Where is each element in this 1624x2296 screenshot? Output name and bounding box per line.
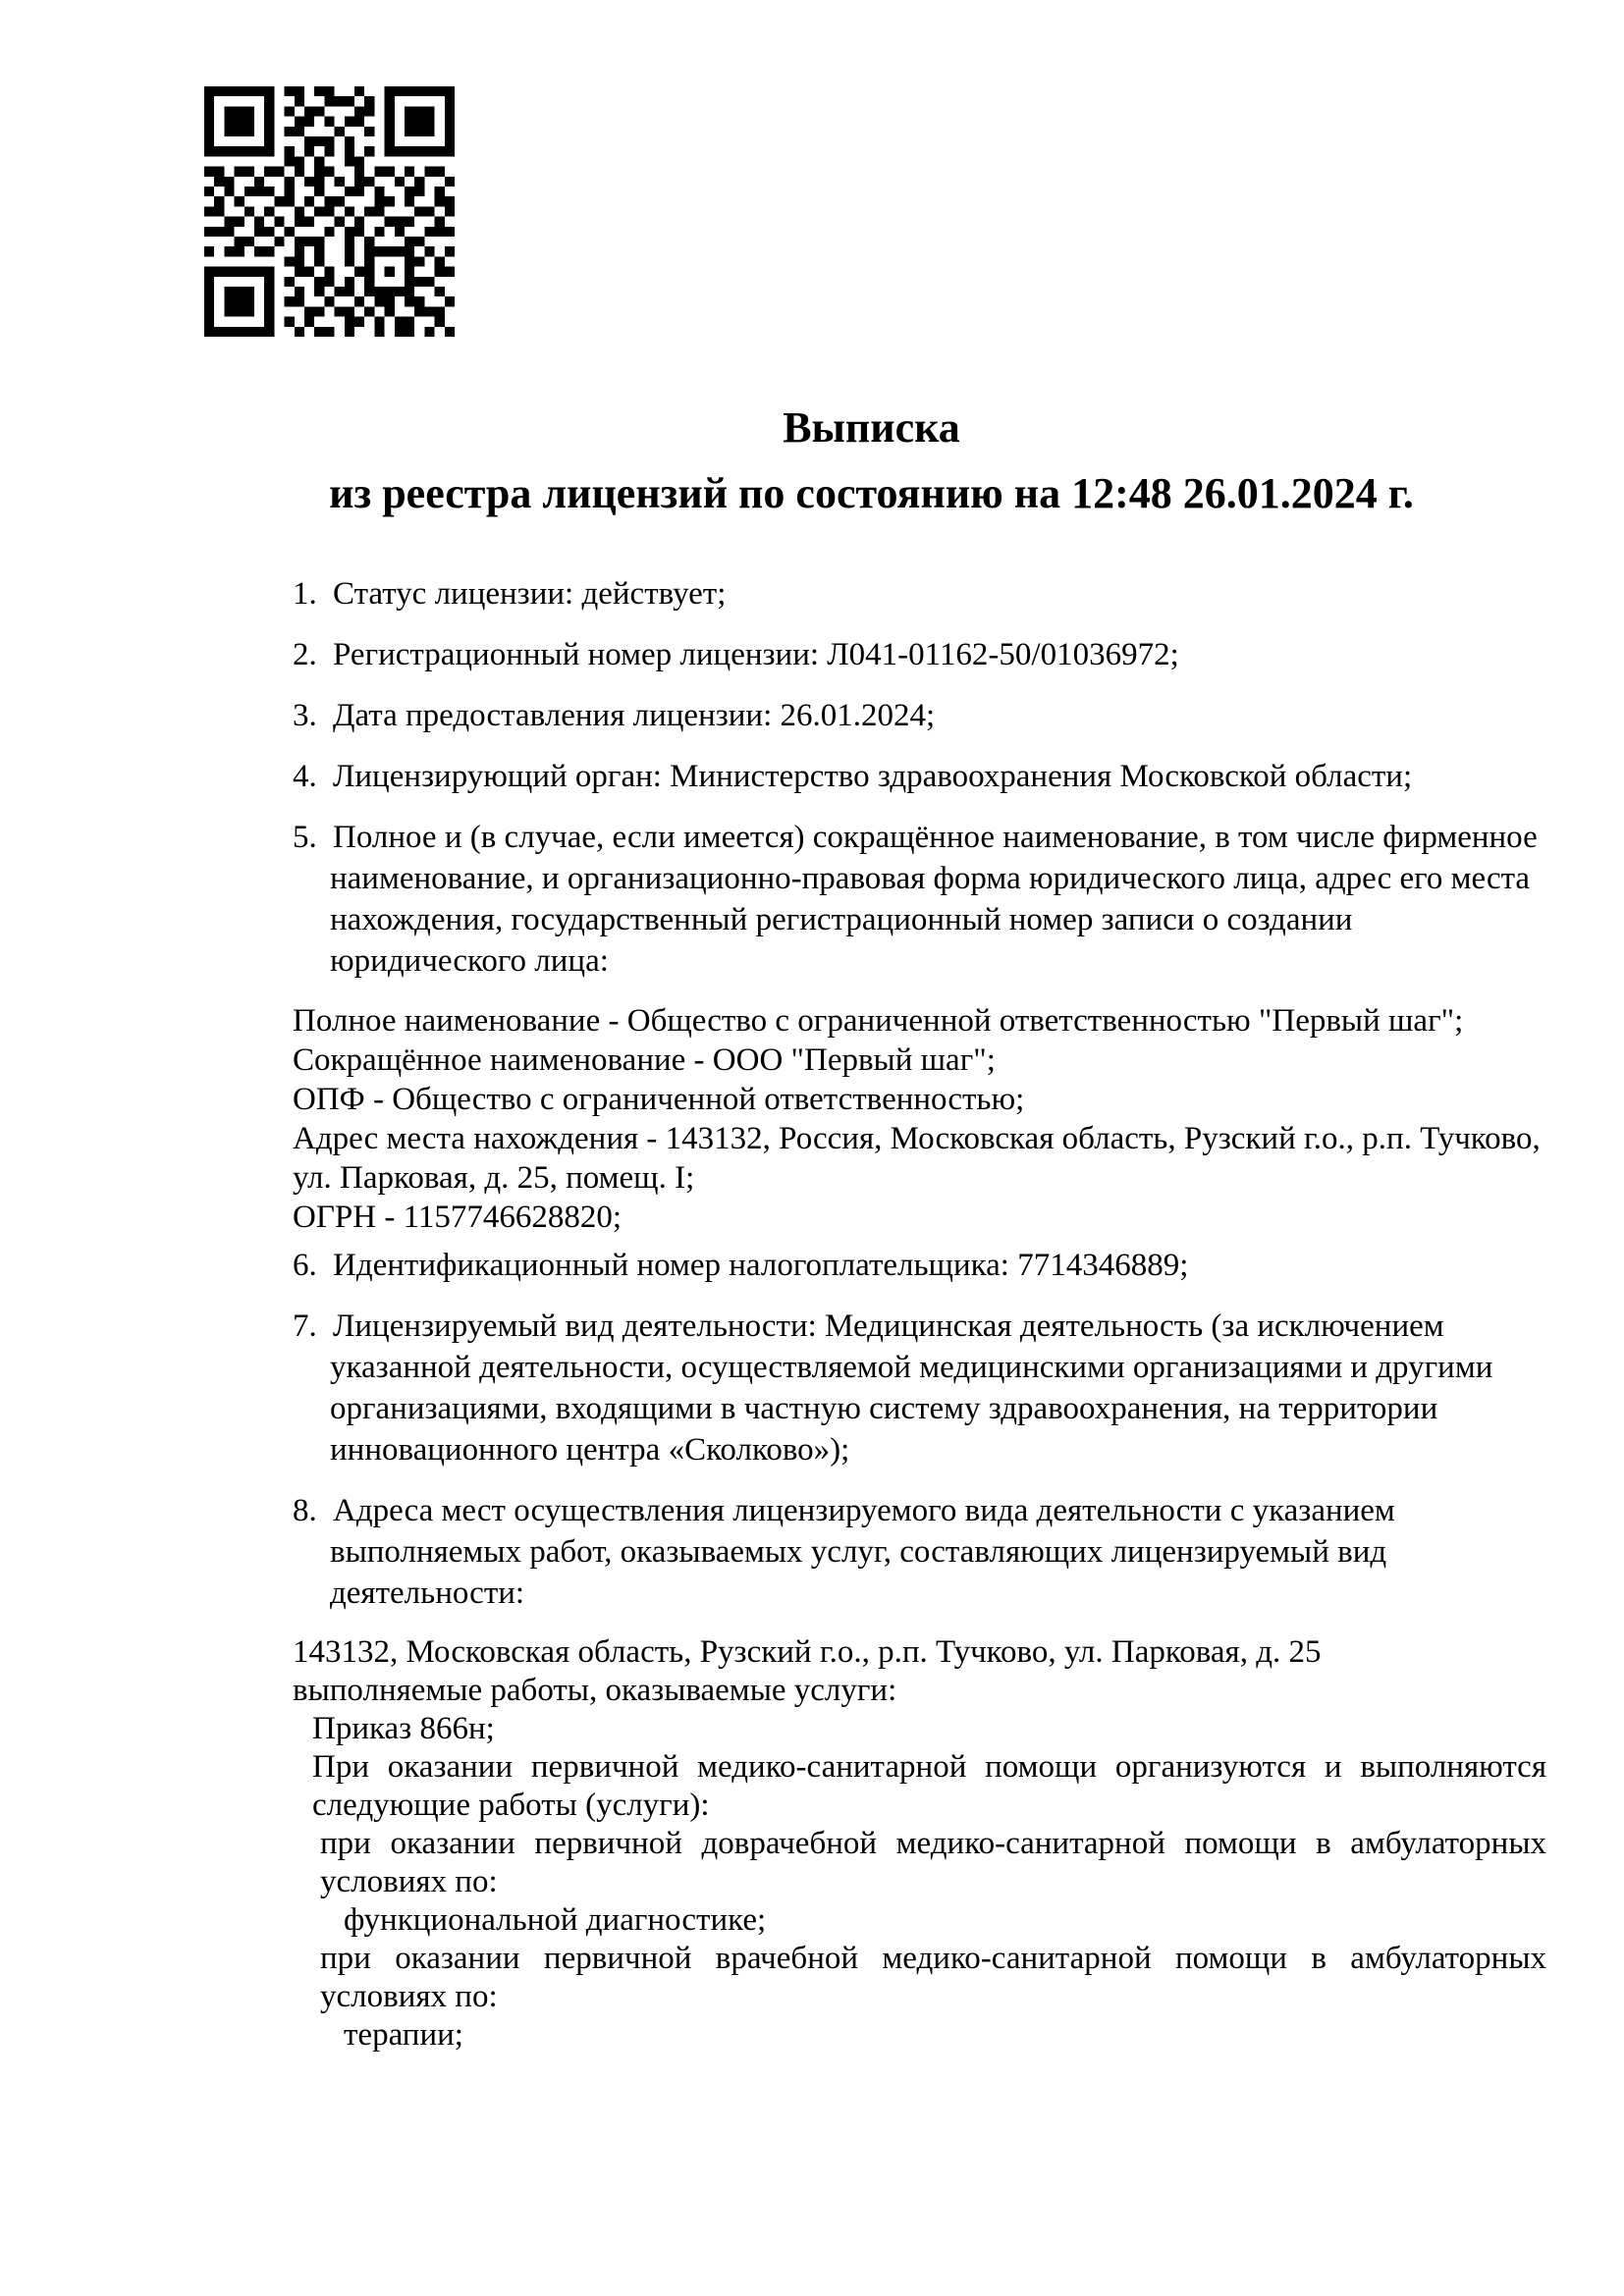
item-number: 2. [293, 637, 317, 672]
license-items [293, 573, 1546, 1614]
item-number: 1. [293, 576, 317, 612]
item-number: 3. [293, 698, 317, 733]
item-text: Лицензирующий орган: Министерство здравоохранения Московской области; [333, 759, 1413, 794]
item-licensed-activity [293, 1306, 1546, 1470]
service-line-prehospital-care: при оказании первичной доврачебной медико-санитарной помощи в амбулаторных условиях по: [320, 1826, 1546, 1899]
document-title: Выписка [783, 403, 960, 452]
item-text: Регистрационный номер лицензии: Л041-01162-50/01036972; [333, 637, 1179, 672]
service-line-primary-care: При оказании первичной медико-санитарной помощи организуются и выполняются следующие работы (услуги): [312, 1749, 1546, 1823]
company-ogrn: ОГРН - 1157746628820; [293, 1200, 623, 1235]
qr-code [204, 86, 455, 337]
item-number: 4. [293, 759, 317, 794]
activity-address: 143132, Московская область, Рузский г.о., р.п. Тучково, ул. Парковая, д. 25 [293, 1634, 1322, 1670]
item-number: 7. [293, 1308, 317, 1344]
company-short-name: Сокращённое наименование - ООО "Первый шаг"; [293, 1042, 996, 1078]
service-line-functional-diagnostics: функциональной диагностике; [344, 1902, 767, 1938]
item-legal-entity-name [293, 817, 1546, 982]
service-line-order: Приказ 866н; [312, 1711, 495, 1746]
document-subtitle: из реестра лицензий по состоянию на 12:48 26.01.2024 г. [329, 469, 1414, 517]
company-legal-form: ОПФ - Общество с ограниченной ответственностью; [293, 1082, 1025, 1117]
company-address: Адрес места нахождения - 143132, Россия, Московская область, Рузский г.о., р.п. Тучково, ул. Парковая, д. 25, помещ. I; [293, 1121, 1541, 1196]
item-text: Дата предоставления лицензии: 26.01.2024; [333, 698, 936, 733]
service-line-physician-care: при оказании первичной врачебной медико-санитарной помощи в амбулаторных условиях по: [320, 1941, 1546, 2014]
item-registration-number [293, 634, 1546, 675]
item-text: Статус лицензии: действует; [333, 576, 727, 612]
company-details-block [293, 1001, 1546, 1237]
item-licensing-authority [293, 756, 1546, 797]
works-services-label: выполняемые работы, оказываемые услуги: [293, 1673, 897, 1708]
item-grant-date [293, 695, 1546, 736]
activity-address-block [293, 1633, 1546, 2055]
item-license-status [293, 573, 1546, 614]
item-text: Лицензируемый вид деятельности: Медицинская деятельность (за исключением указанной деятельности, осуществляемой медицинскими организациями и другими организациями, входящими в частную систему здравоохранения, на территории инновационного центра «Сколково»); [330, 1308, 1493, 1468]
item-text: Идентификационный номер налогоплательщика: 7714346889; [333, 1248, 1189, 1283]
item-text: Полное и (в случае, если имеется) сокращённое наименование, в том числе фирменное наименование, и организационно-правовая форма юридического лица, адрес его места нахождения, государственный регистрационный номер записи о создании юридического лица: [330, 820, 1538, 979]
item-taxpayer-number [293, 1245, 1546, 1286]
item-number: 6. [293, 1248, 317, 1283]
item-text: Адреса мест осуществления лицензируемого вида деятельности с указанием выполняемых работ, оказываемых услуг, составляющих лицензируемый вид деятельности: [330, 1493, 1395, 1611]
item-number: 8. [293, 1493, 317, 1528]
service-line-therapy: терапии; [344, 2017, 463, 2053]
item-activity-addresses [293, 1490, 1546, 1614]
company-full-name: Полное наименование - Общество с ограниченной ответственностью "Первый шаг"; [293, 1003, 1464, 1039]
item-number: 5. [293, 820, 317, 855]
